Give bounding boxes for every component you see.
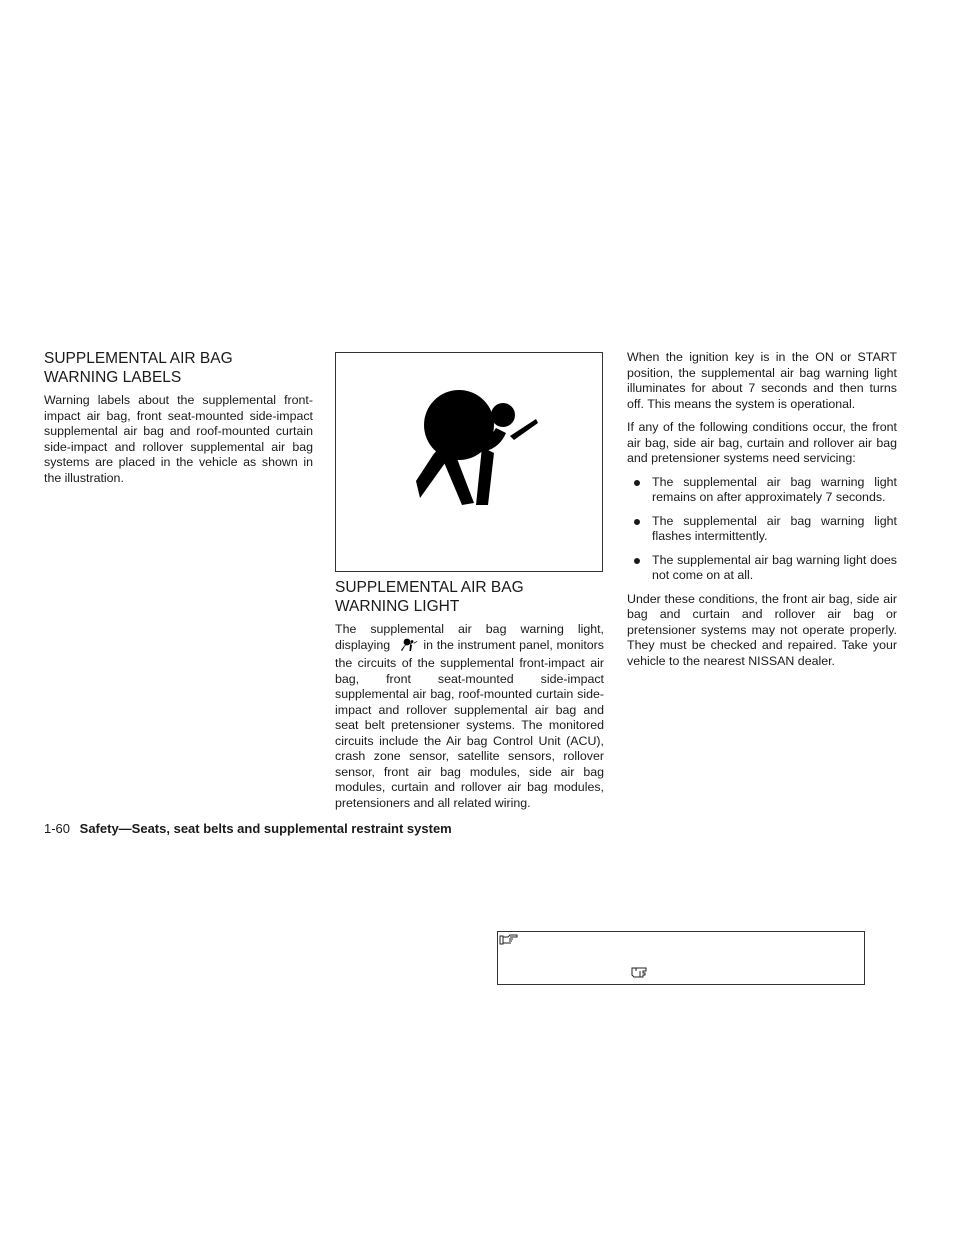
warning-light-heading	[335, 579, 604, 616]
note-box	[497, 931, 865, 985]
list-item-text: The supplemental air bag warning light remains on after approximately 7 seconds.	[652, 474, 897, 504]
list-item	[627, 553, 897, 584]
page-footer	[44, 821, 452, 836]
servicing-paragraph: Under these conditions, the front air bag, side air bag and curtain and rollover air bag or pretensioner systems may not operate properly. They must be checked and repaired. Take your vehicle to the nearest NISSAN dealer.	[627, 591, 897, 668]
right-column	[627, 350, 897, 677]
list-item-text: The supplemental air bag warning light flashes intermittently.	[652, 513, 897, 543]
heading-line-1: SUPPLEMENTAL AIR BAG	[335, 579, 524, 596]
airbag-warning-icon	[336, 353, 604, 573]
ignition-paragraph: When the ignition key is in the ON or START position, the supplemental air bag warning light illuminates for about 7 seconds and then turns off. This means the system is operational.	[627, 350, 897, 411]
heading-line-2: WARNING LIGHT	[335, 597, 460, 615]
warning-light-body	[335, 622, 604, 811]
warning-labels-heading	[44, 350, 313, 387]
body-part-2: in the instrument panel, monitors the circuits of the supplemental front-impact air bag, front seat-mounted side-impact supplemental air bag, roof-mounted curtain side-impact and rollover supplemental air bag and seat belt pretensioner systems. The monitored circuits include the Air bag Control Unit (ACU), crash zone sensor, satellite sensors, rollover sensor, front air bag modules, side air bag modules, curtain and rollover air bag modules, pretensioners and all related wiring.	[335, 637, 604, 810]
body-part-1: The supplemental air bag warning light, displaying	[335, 622, 604, 652]
pointing-hand-icon	[499, 933, 519, 947]
list-item-text: The supplemental air bag warning light does not come on at all.	[652, 552, 897, 582]
bullet-icon	[634, 558, 640, 564]
hand-icon	[631, 966, 649, 978]
bullet-icon	[634, 519, 640, 525]
airbag-warning-icon	[400, 638, 418, 657]
left-column	[44, 350, 313, 494]
page-number: 1-60	[44, 821, 71, 836]
heading-line-1: SUPPLEMENTAL AIR BAG	[44, 350, 233, 367]
conditions-intro: If any of the following conditions occur, the front air bag, side air bag, curtain and rollover air bag and pretensioner systems need servicing:	[627, 420, 897, 465]
airbag-illustration	[335, 352, 603, 572]
middle-column	[335, 579, 604, 819]
bullet-icon	[634, 480, 640, 486]
list-item	[627, 475, 897, 506]
list-item	[627, 514, 897, 545]
heading-line-2: WARNING LABELS	[44, 368, 182, 386]
warning-labels-body: Warning labels about the supplemental front-impact air bag, front seat-mounted side-impact supplemental air bag and roof-mounted curtain side-impact and rollover supplemental air bag systems are placed in the vehicle as shown in the illustration.	[44, 393, 313, 485]
conditions-list	[627, 475, 897, 584]
section-title: Safety—Seats, seat belts and supplemental restraint system	[79, 821, 452, 836]
